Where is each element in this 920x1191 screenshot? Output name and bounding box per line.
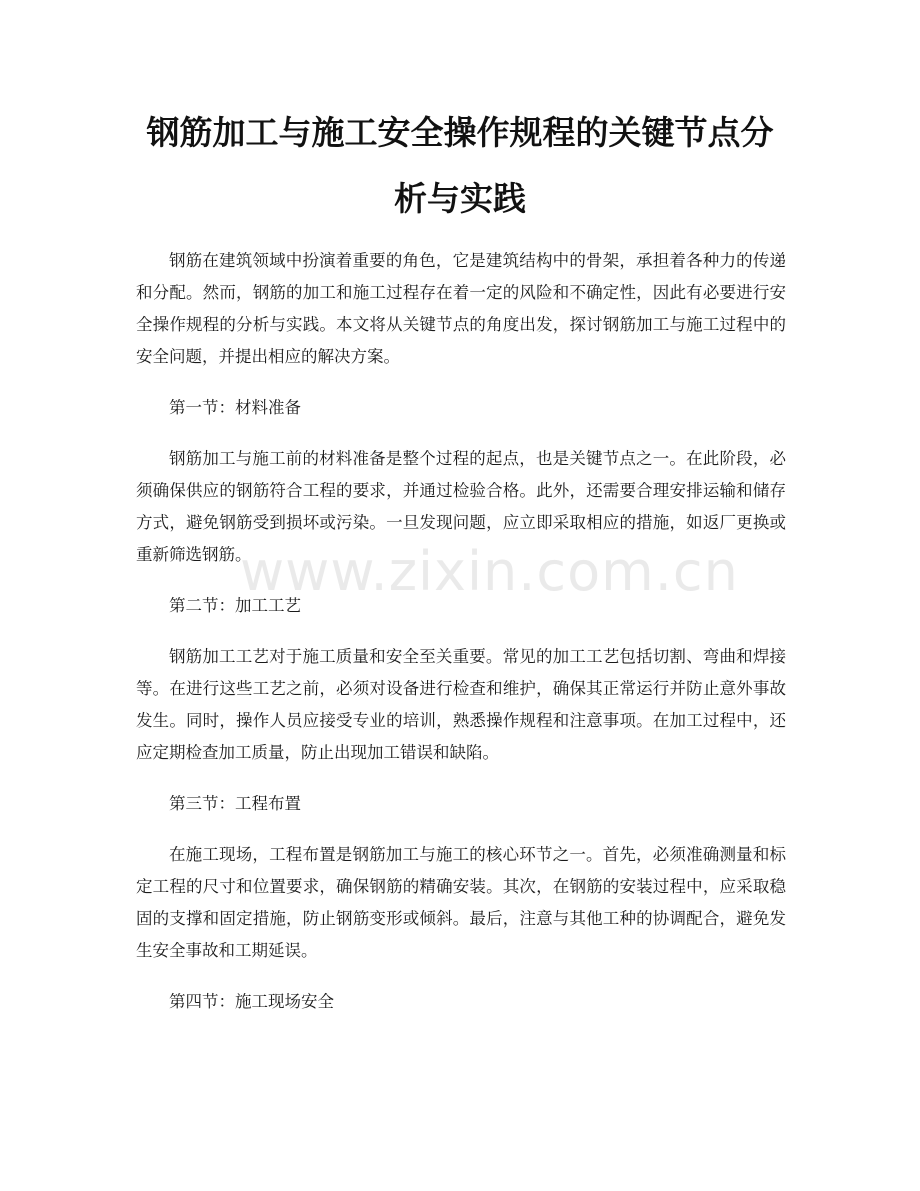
section-paragraph-1: 钢筋加工与施工前的材料准备是整个过程的起点，也是关键节点之一。在此阶段，必须确保供应的钢筋符合工程的要求，并通过检验合格。此外，还需要合理安排运输和储存方式，避免钢筋受到损坏或污染。一旦发现问题，应立即采取相应的措施，如返厂更换或重新筛选钢筋。 bbox=[136, 449, 786, 564]
section-heading-2: 第二节：加工工艺 bbox=[169, 596, 301, 615]
document-title: 钢筋加工与施工安全操作规程的关键节点分析与实践 bbox=[146, 113, 774, 218]
document-body bbox=[136, 245, 786, 1037]
section-heading-1: 第一节：材料准备 bbox=[169, 398, 301, 417]
section-heading-3: 第三节：工程布置 bbox=[169, 794, 301, 813]
intro-paragraph: 钢筋在建筑领域中扮演着重要的角色，它是建筑结构中的骨架，承担着各种力的传递和分配。然而，钢筋的加工和施工过程存在着一定的风险和不确定性，因此有必要进行安全操作规程的分析与实践。本文将从关键节点的角度出发，探讨钢筋加工与施工过程中的安全问题，并提出相应的解决方案。 bbox=[136, 251, 786, 366]
section-paragraph-3: 在施工现场，工程布置是钢筋加工与施工的核心环节之一。首先，必须准确测量和标定工程的尺寸和位置要求，确保钢筋的精确安装。其次，在钢筋的安装过程中，应采取稳固的支撑和固定措施，防止钢筋变形或倾斜。最后，注意与其他工种的协调配合，避免发生安全事故和工期延误。 bbox=[136, 845, 786, 960]
watermark: www.zixin.com.cn bbox=[240, 540, 739, 603]
section-heading-4: 第四节：施工现场安全 bbox=[169, 992, 334, 1011]
section-paragraph-2: 钢筋加工工艺对于施工质量和安全至关重要。常见的加工工艺包括切割、弯曲和焊接等。在进行这些工艺之前，必须对设备进行检查和维护，确保其正常运行并防止意外事故发生。同时，操作人员应接受专业的培训，熟悉操作规程和注意事项。在加工过程中，还应定期检查加工质量，防止出现加工错误和缺陷。 bbox=[136, 647, 786, 762]
